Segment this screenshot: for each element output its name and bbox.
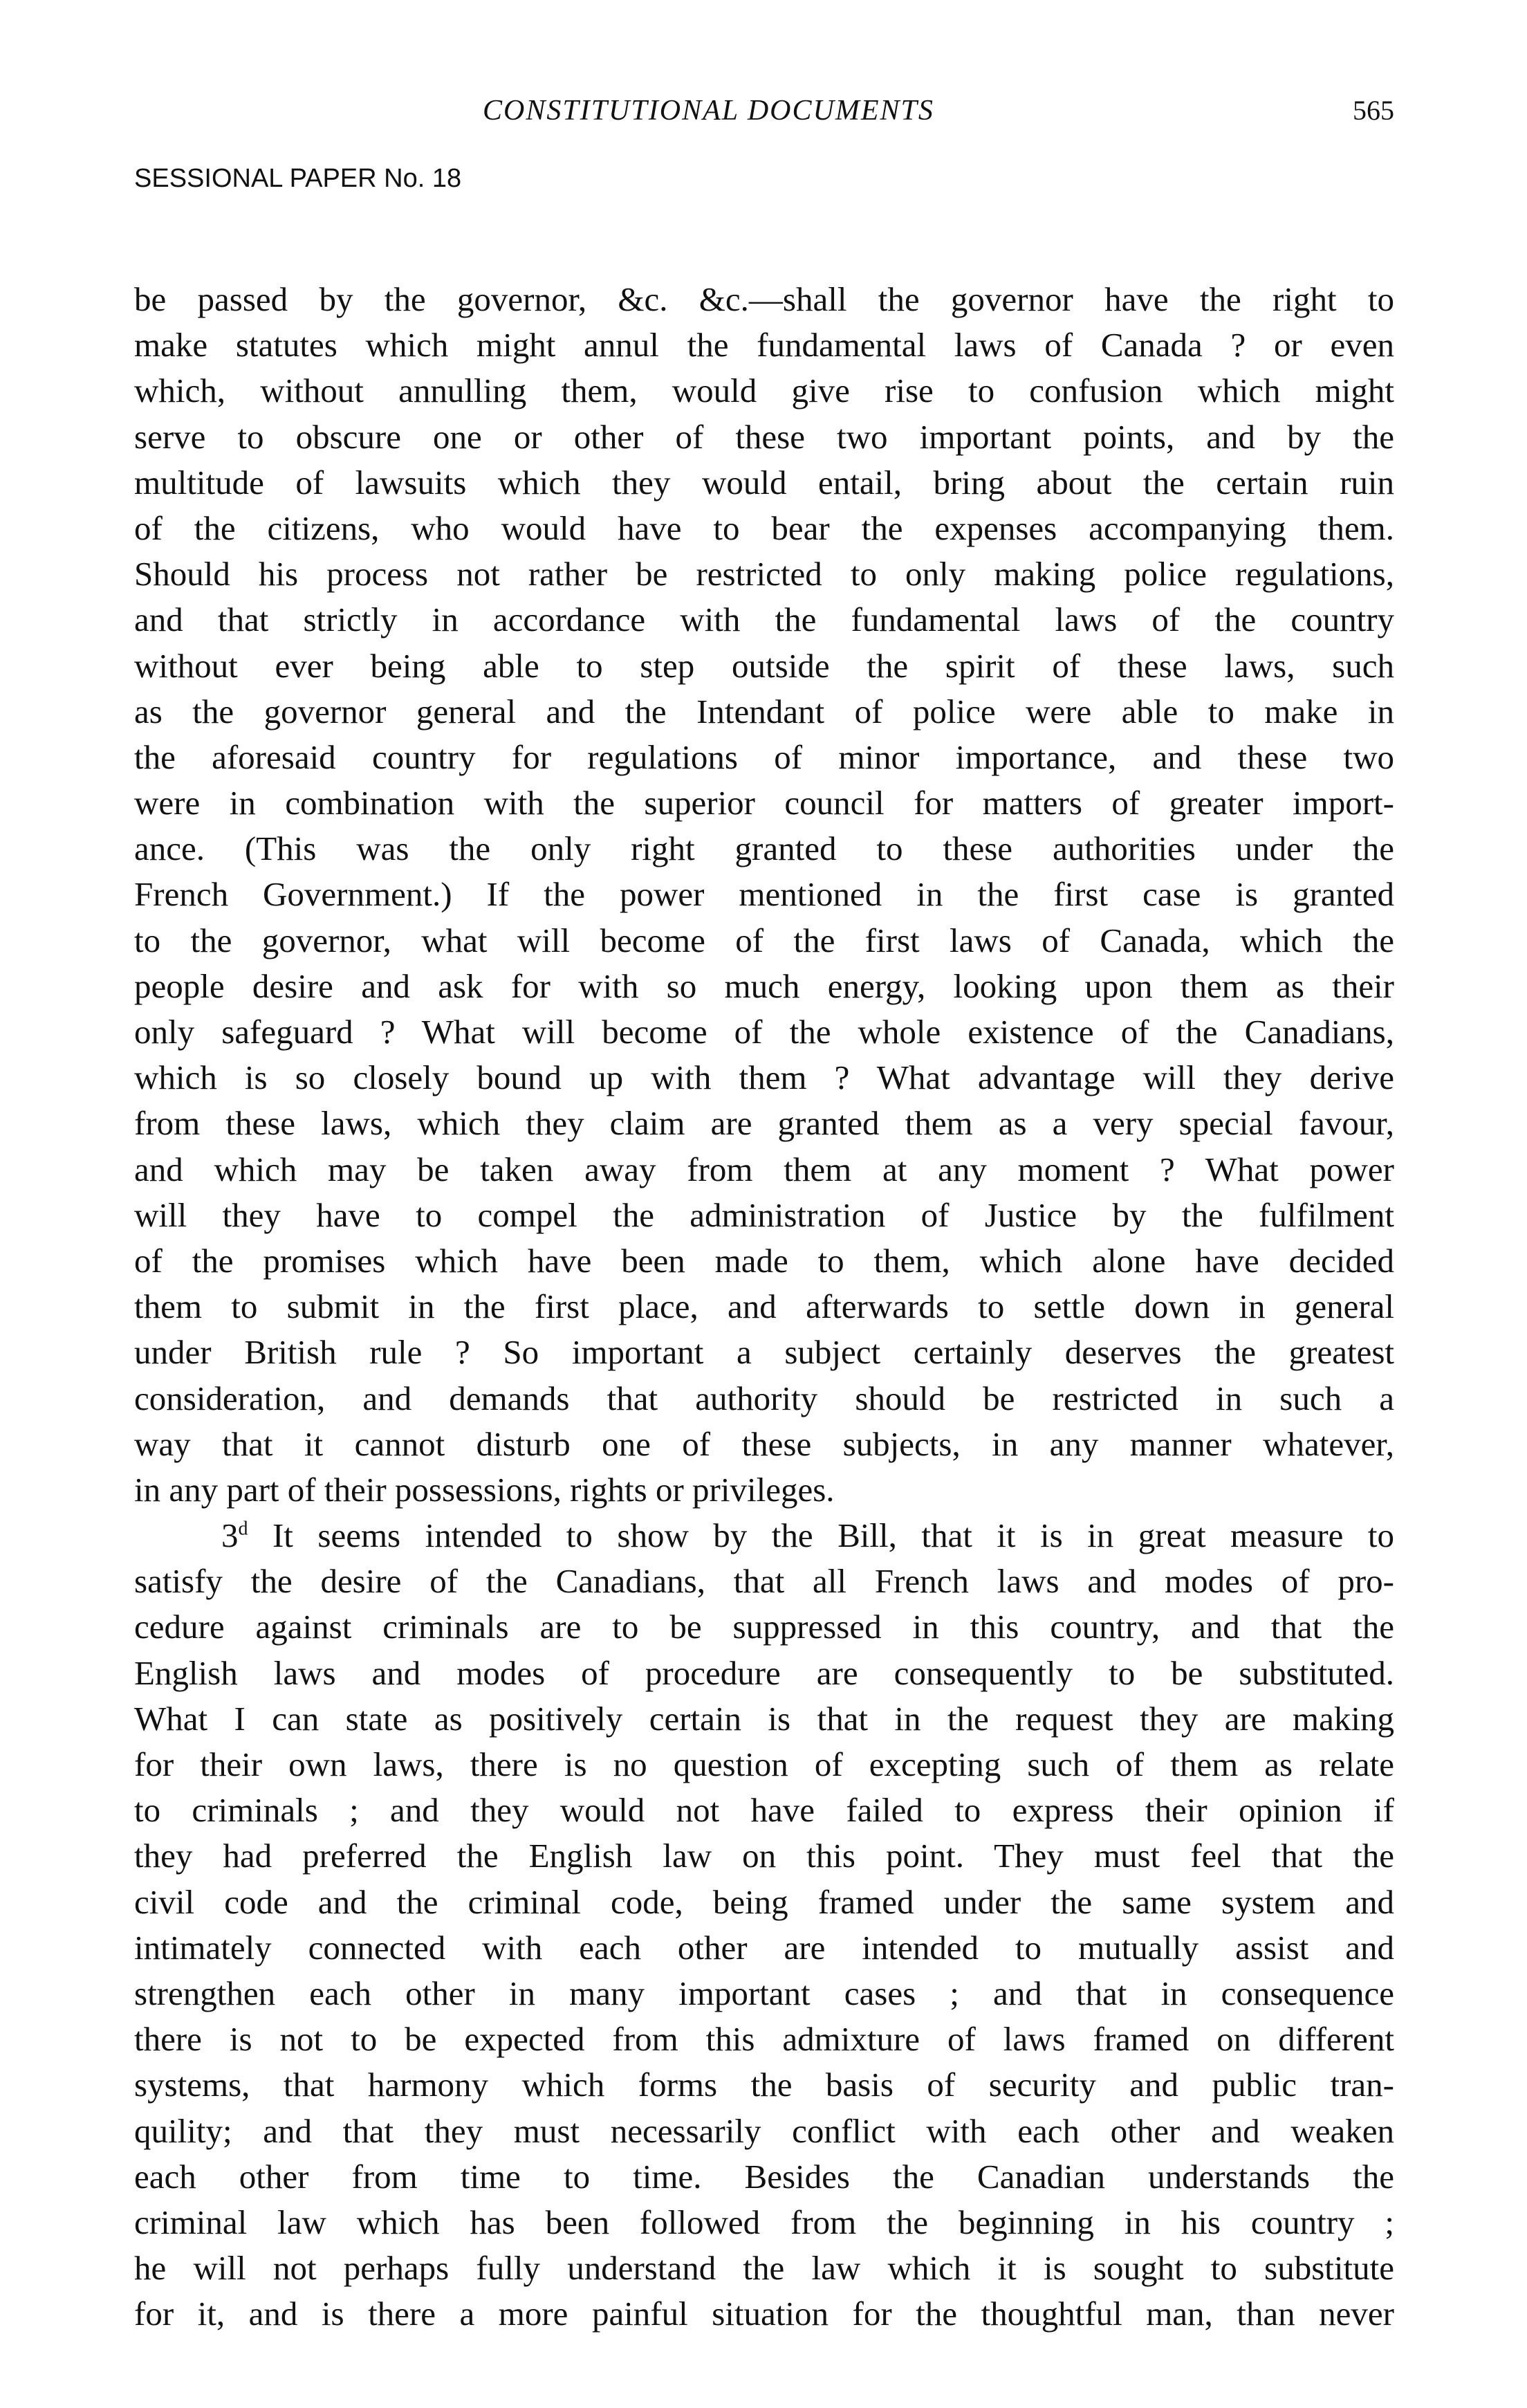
- text-line: without ever being able to step outside the spirit of these laws, such: [134, 646, 1394, 685]
- text-line: criminal law which has been followed from the beginning in his country ;: [134, 2203, 1394, 2241]
- text-line: from these laws, which they claim are granted them as a very special favour,: [134, 1104, 1394, 1143]
- section-ordinal: 3: [221, 1516, 239, 1555]
- text-line: strengthen each other in many important cases ; and that in consequence: [134, 1974, 1394, 2012]
- text-line: to the governor, what will become of the first laws of Canada, which the: [134, 921, 1394, 959]
- text-line: and which may be taken away from them at any moment ? What power: [134, 1150, 1394, 1188]
- text-line: and that strictly in accordance with the fundamental laws of the country: [134, 600, 1394, 639]
- text-line: serve to obscure one or other of these two important points, and by the: [134, 417, 1394, 456]
- text-line: be passed by the governor, &c. &c.—shall the governor have the right to: [134, 280, 1394, 318]
- text-line: were in combination with the superior council for matters of greater import-: [134, 784, 1394, 822]
- running-head: [0, 89, 1527, 133]
- text-line: in any part of their possessions, rights or privileges.: [134, 1470, 835, 1509]
- paragraph-1: [134, 277, 1394, 1513]
- text-line: English laws and modes of procedure are consequently to be substituted.: [134, 1653, 1394, 1692]
- text-line: which is so closely bound up with them ? What advantage will they derive: [134, 1058, 1394, 1097]
- ordinal-suffix: d: [238, 1518, 248, 1540]
- text-line: French Government.) If the power mentioned in the first case is granted: [134, 875, 1394, 914]
- text-line-rest: It seems intended to show by the Bill, that it is in great measure to: [248, 1516, 1394, 1555]
- text-line: of the promises which have been made to them, which alone have decided: [134, 1241, 1394, 1280]
- text-line: for their own laws, there is no question of excepting such of them as relate: [134, 1745, 1394, 1783]
- text-line: for it, and is there a more painful situation for the thoughtful man, than never: [134, 2295, 1394, 2333]
- text-line: people desire and ask for with so much energy, looking upon them as their: [134, 966, 1394, 1005]
- text-line: will they have to compel the administration of Justice by the fulfilment: [134, 1195, 1394, 1234]
- text-line: of the citizens, who would have to bear the expenses accompanying them.: [134, 508, 1394, 547]
- text-line: systems, that harmony which forms the basis of security and public tran-: [134, 2066, 1394, 2104]
- text-line: only safeguard ? What will become of the whole existence of the Canadians,: [134, 1013, 1394, 1051]
- text-line: there is not to be expected from this admixture of laws framed on different: [134, 2020, 1394, 2059]
- text-line: What I can state as positively certain is that in the request they are making: [134, 1699, 1394, 1738]
- text-line: way that it cannot disturb one of these subjects, in any manner whatever,: [134, 1424, 1394, 1463]
- text-line: to criminals ; and they would not have failed to express their opinion if: [134, 1791, 1394, 1830]
- page-number: 565: [1353, 95, 1394, 126]
- running-head-title: CONSTITUTIONAL DOCUMENTS: [483, 95, 934, 127]
- text-line: make statutes which might annul the fundamental laws of Canada ? or even: [134, 326, 1394, 365]
- text-line: Should his process not rather be restricted to only making police regulations,: [134, 555, 1394, 594]
- paragraph-2: [134, 1513, 1394, 2337]
- text-line: cedure against criminals are to be suppressed in this country, and that the: [134, 1608, 1394, 1646]
- text-line: as the governor general and the Intendant of police were able to make in: [134, 692, 1394, 730]
- text-line: ance. (This was the only right granted to these authorities under the: [134, 829, 1394, 868]
- text-line: each other from time to time. Besides the Canadian understands the: [134, 2157, 1394, 2196]
- text-line: them to submit in the first place, and afterwards to settle down in general: [134, 1287, 1394, 1326]
- text-line: the aforesaid country for regulations of minor importance, and these two: [134, 737, 1394, 776]
- sessional-paper-label: SESSIONAL PAPER No. 18: [134, 164, 462, 193]
- text-line: intimately connected with each other are intended to mutually assist and: [134, 1928, 1394, 1967]
- text-line: civil code and the criminal code, being framed under the same system and: [134, 1882, 1394, 1921]
- text-line: multitude of lawsuits which they would entail, bring about the certain ruin: [134, 463, 1394, 502]
- text-line: which, without annulling them, would give rise to confusion which might: [134, 371, 1394, 410]
- text-line: consideration, and demands that authority should be restricted in such a: [134, 1379, 1394, 1417]
- text-line: under British rule ? So important a subject certainly deserves the greatest: [134, 1333, 1394, 1372]
- text-line: quility; and that they must necessarily conflict with each other and weaken: [134, 2111, 1394, 2150]
- text-line: he will not perhaps fully understand the law which it is sought to substitute: [134, 2249, 1394, 2288]
- text-line: they had preferred the English law on this point. They must feel that the: [134, 1837, 1394, 1875]
- text-line: satisfy the desire of the Canadians, that all French laws and modes of pro-: [134, 1562, 1394, 1601]
- text-line: [134, 1513, 1394, 1559]
- body-text: [134, 277, 1394, 2337]
